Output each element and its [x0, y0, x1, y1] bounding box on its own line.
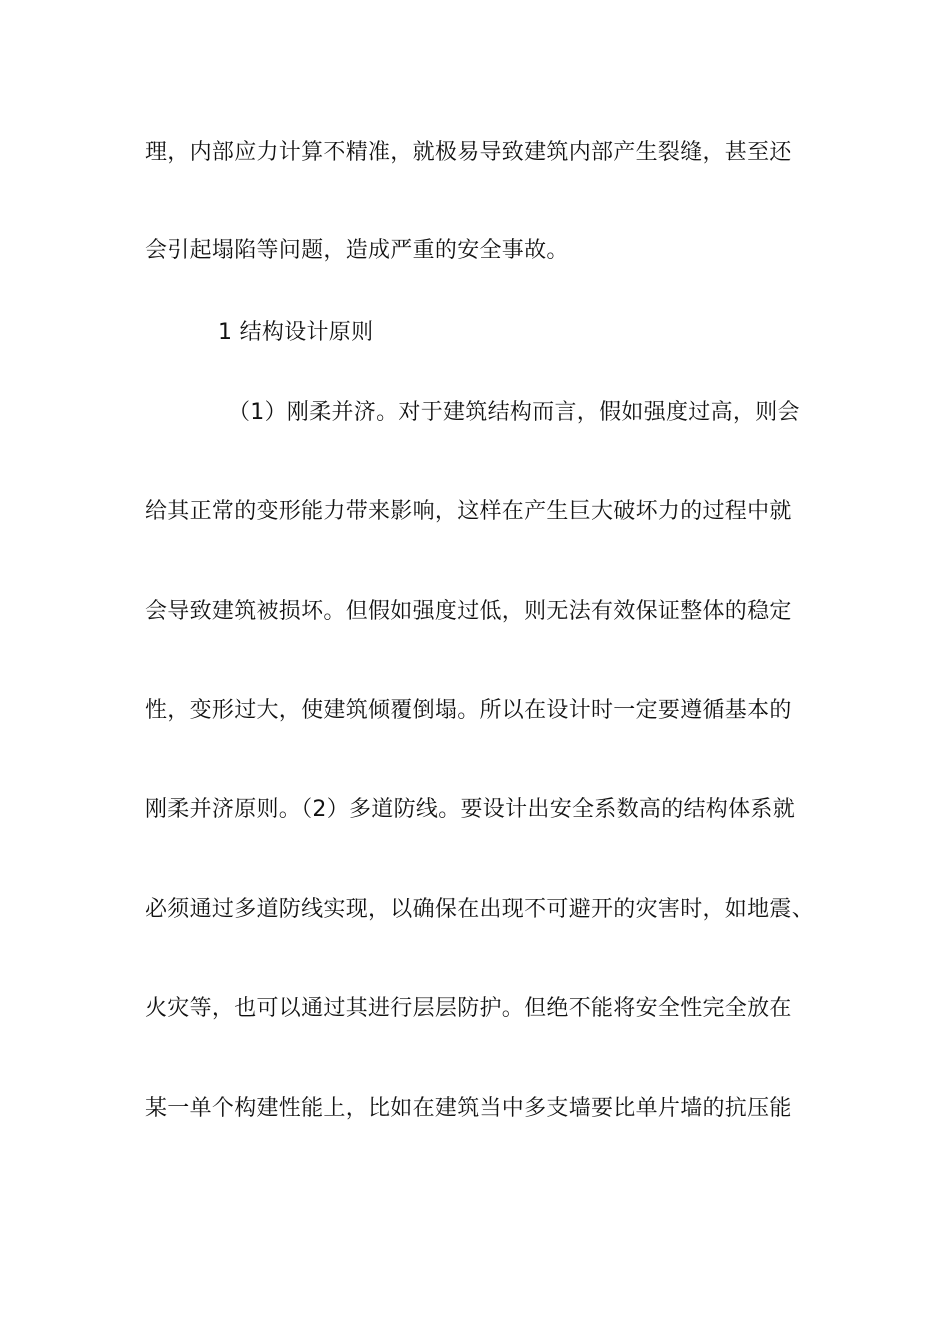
paragraph-line-2: 会引起塌陷等问题，造成严重的安全事故。 [145, 238, 569, 263]
paragraph-line-4: 给其正常的变形能力带来影响，这样在产生巨大破坏力的过程中就 [145, 499, 792, 524]
paragraph-line-6: 性，变形过大，使建筑倾覆倒塌。所以在设计时一定要遵循基本的 [145, 698, 792, 723]
paragraph-line-1: 理，内部应力计算不精准，就极易导致建筑内部产生裂缝，甚至还 [145, 140, 792, 165]
paragraph-line-5: 会导致建筑被损坏。但假如强度过低，则无法有效保证整体的稳定 [145, 599, 792, 624]
paragraph-line-8: 必须通过多道防线实现，以确保在出现不可避开的灾害时，如地震、 [145, 897, 815, 922]
paragraph-line-10: 某一单个构建性能上，比如在建筑当中多支墙要比单片墙的抗压能 [145, 1096, 792, 1121]
paragraph-line-3: （1）刚柔并济。对于建筑结构而言，假如强度过高，则会 [228, 400, 800, 425]
paragraph-line-9: 火灾等，也可以通过其进行层层防护。但绝不能将安全性完全放在 [145, 996, 792, 1021]
section-heading: 1 结构设计原则 [218, 320, 374, 345]
paragraph-line-7: 刚柔并济原则。（2）多道防线。要设计出安全系数高的结构体系就 [145, 797, 795, 822]
